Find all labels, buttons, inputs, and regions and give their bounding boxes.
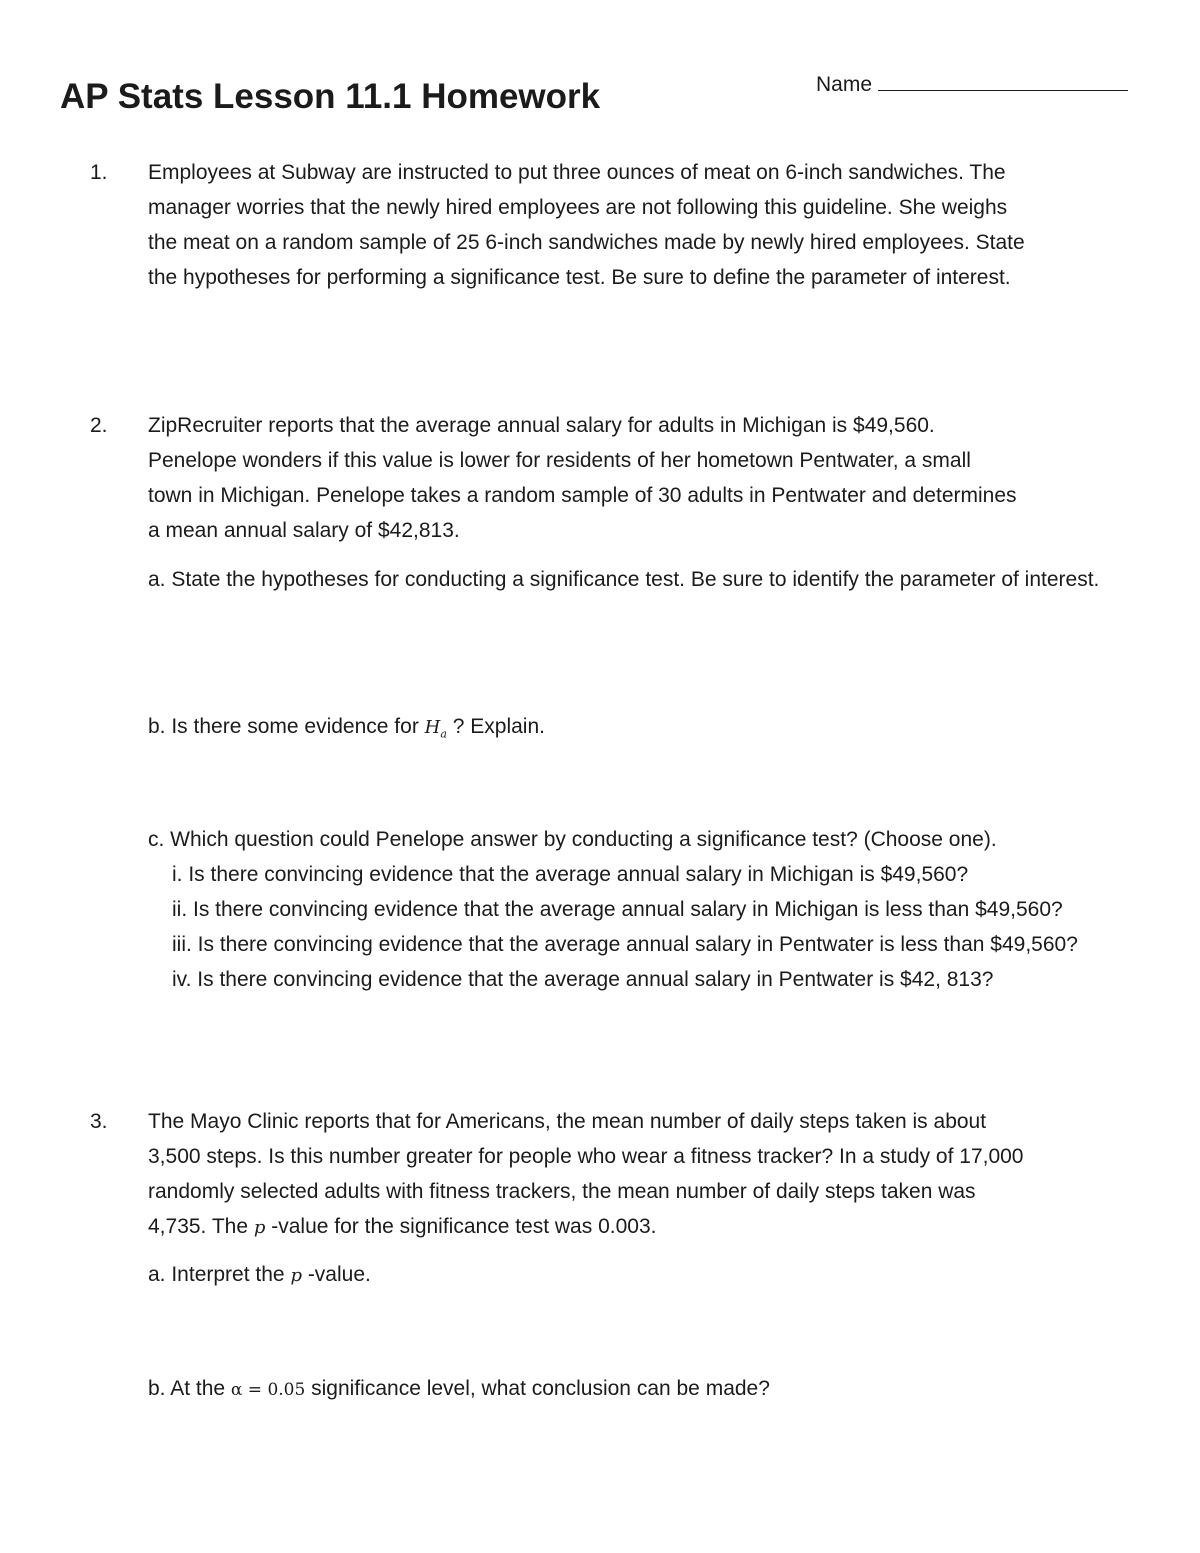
text-segment: -value for the significance test was 0.003. <box>271 1215 657 1238</box>
text-line: town in Michigan. Penelope takes a random sample of 30 adults in Pentwater and determines <box>148 484 1017 507</box>
question-3b <box>148 1371 1148 1408</box>
alpha-expression: α = 0.05 <box>230 1380 306 1400</box>
subquestion-suffix: significance level, what conclusion can be made? <box>311 1377 770 1400</box>
text-line: 3,500 steps. Is this number greater for people who wear a fitness tracker? In a study of 17,000 <box>148 1145 1024 1168</box>
h-symbol: H <box>424 717 441 738</box>
page-title: AP Stats Lesson 11.1 Homework <box>60 77 601 116</box>
text-line: the meat on a random sample of 25 6-inch sandwiches made by newly hired employees. State <box>148 231 1025 254</box>
text-line: randomly selected adults with fitness trackers, the mean number of daily steps taken was <box>148 1180 976 1203</box>
option-item: iii. Is there convincing evidence that the average annual salary in Pentwater is less than $49,560? <box>172 933 1078 956</box>
text-segment: 4,735. The <box>148 1215 249 1238</box>
question-2a <box>148 562 1138 597</box>
text-line: ZipRecruiter reports that the average annual salary for adults in Michigan is $49,560. <box>148 414 935 437</box>
subquestion-suffix: ? Explain. <box>452 715 545 738</box>
name-label: Name <box>816 73 873 96</box>
subquestion-text: a. State the hypotheses for conducting a significance test. Be sure to identify the parameter of interest. <box>148 568 1100 591</box>
question-2b <box>148 709 1148 752</box>
text-line: a mean annual salary of $42,813. <box>148 519 460 542</box>
h-alternative-symbol <box>424 717 447 741</box>
option-item: ii. Is there convincing evidence that the average annual salary in Michigan is less than $49,560? <box>172 898 1063 921</box>
text-line: The Mayo Clinic reports that for Americans, the mean number of daily steps taken is about <box>148 1110 987 1133</box>
subquestion-text: c. Which question could Penelope answer by conducting a significance test? (Choose one). <box>148 828 997 851</box>
text-line <box>148 1209 1148 1245</box>
p-symbol: p <box>253 1217 266 1238</box>
subquestion-suffix: -value. <box>307 1263 371 1286</box>
question-2c <box>148 822 1148 997</box>
name-field[interactable] <box>816 68 1128 102</box>
subquestion-text: b. Is there some evidence for <box>148 715 419 738</box>
option-item: i. Is there convincing evidence that the average annual salary in Michigan is $49,560? <box>172 863 969 886</box>
question-text <box>148 408 1148 548</box>
option-item: iv. Is there convincing evidence that the average annual salary in Pentwater is $42, 813? <box>172 968 994 991</box>
text-line: the hypotheses for performing a significance test. Be sure to define the parameter of interest. <box>148 266 1011 289</box>
h-subscript: a <box>440 727 447 741</box>
question-3a <box>148 1257 1148 1293</box>
question-text <box>148 155 1148 295</box>
question-number: 2. <box>90 414 108 437</box>
text-line: Penelope wonders if this value is lower for residents of her hometown Pentwater, a small <box>148 449 971 472</box>
p-symbol: p <box>290 1265 302 1286</box>
subquestion-text: b. At the <box>148 1377 226 1400</box>
name-blank-line[interactable] <box>878 73 1128 91</box>
subquestion-text: a. Interpret the <box>148 1263 285 1286</box>
text-line: manager worries that the newly hired employees are not following this guideline. She weighs <box>148 196 1008 219</box>
question-text <box>148 1104 1148 1245</box>
option-list <box>148 857 1092 997</box>
question-number: 3. <box>90 1110 108 1133</box>
question-number: 1. <box>90 161 108 184</box>
text-line: Employees at Subway are instructed to put three ounces of meat on 6-inch sandwiches. The <box>148 161 1006 184</box>
